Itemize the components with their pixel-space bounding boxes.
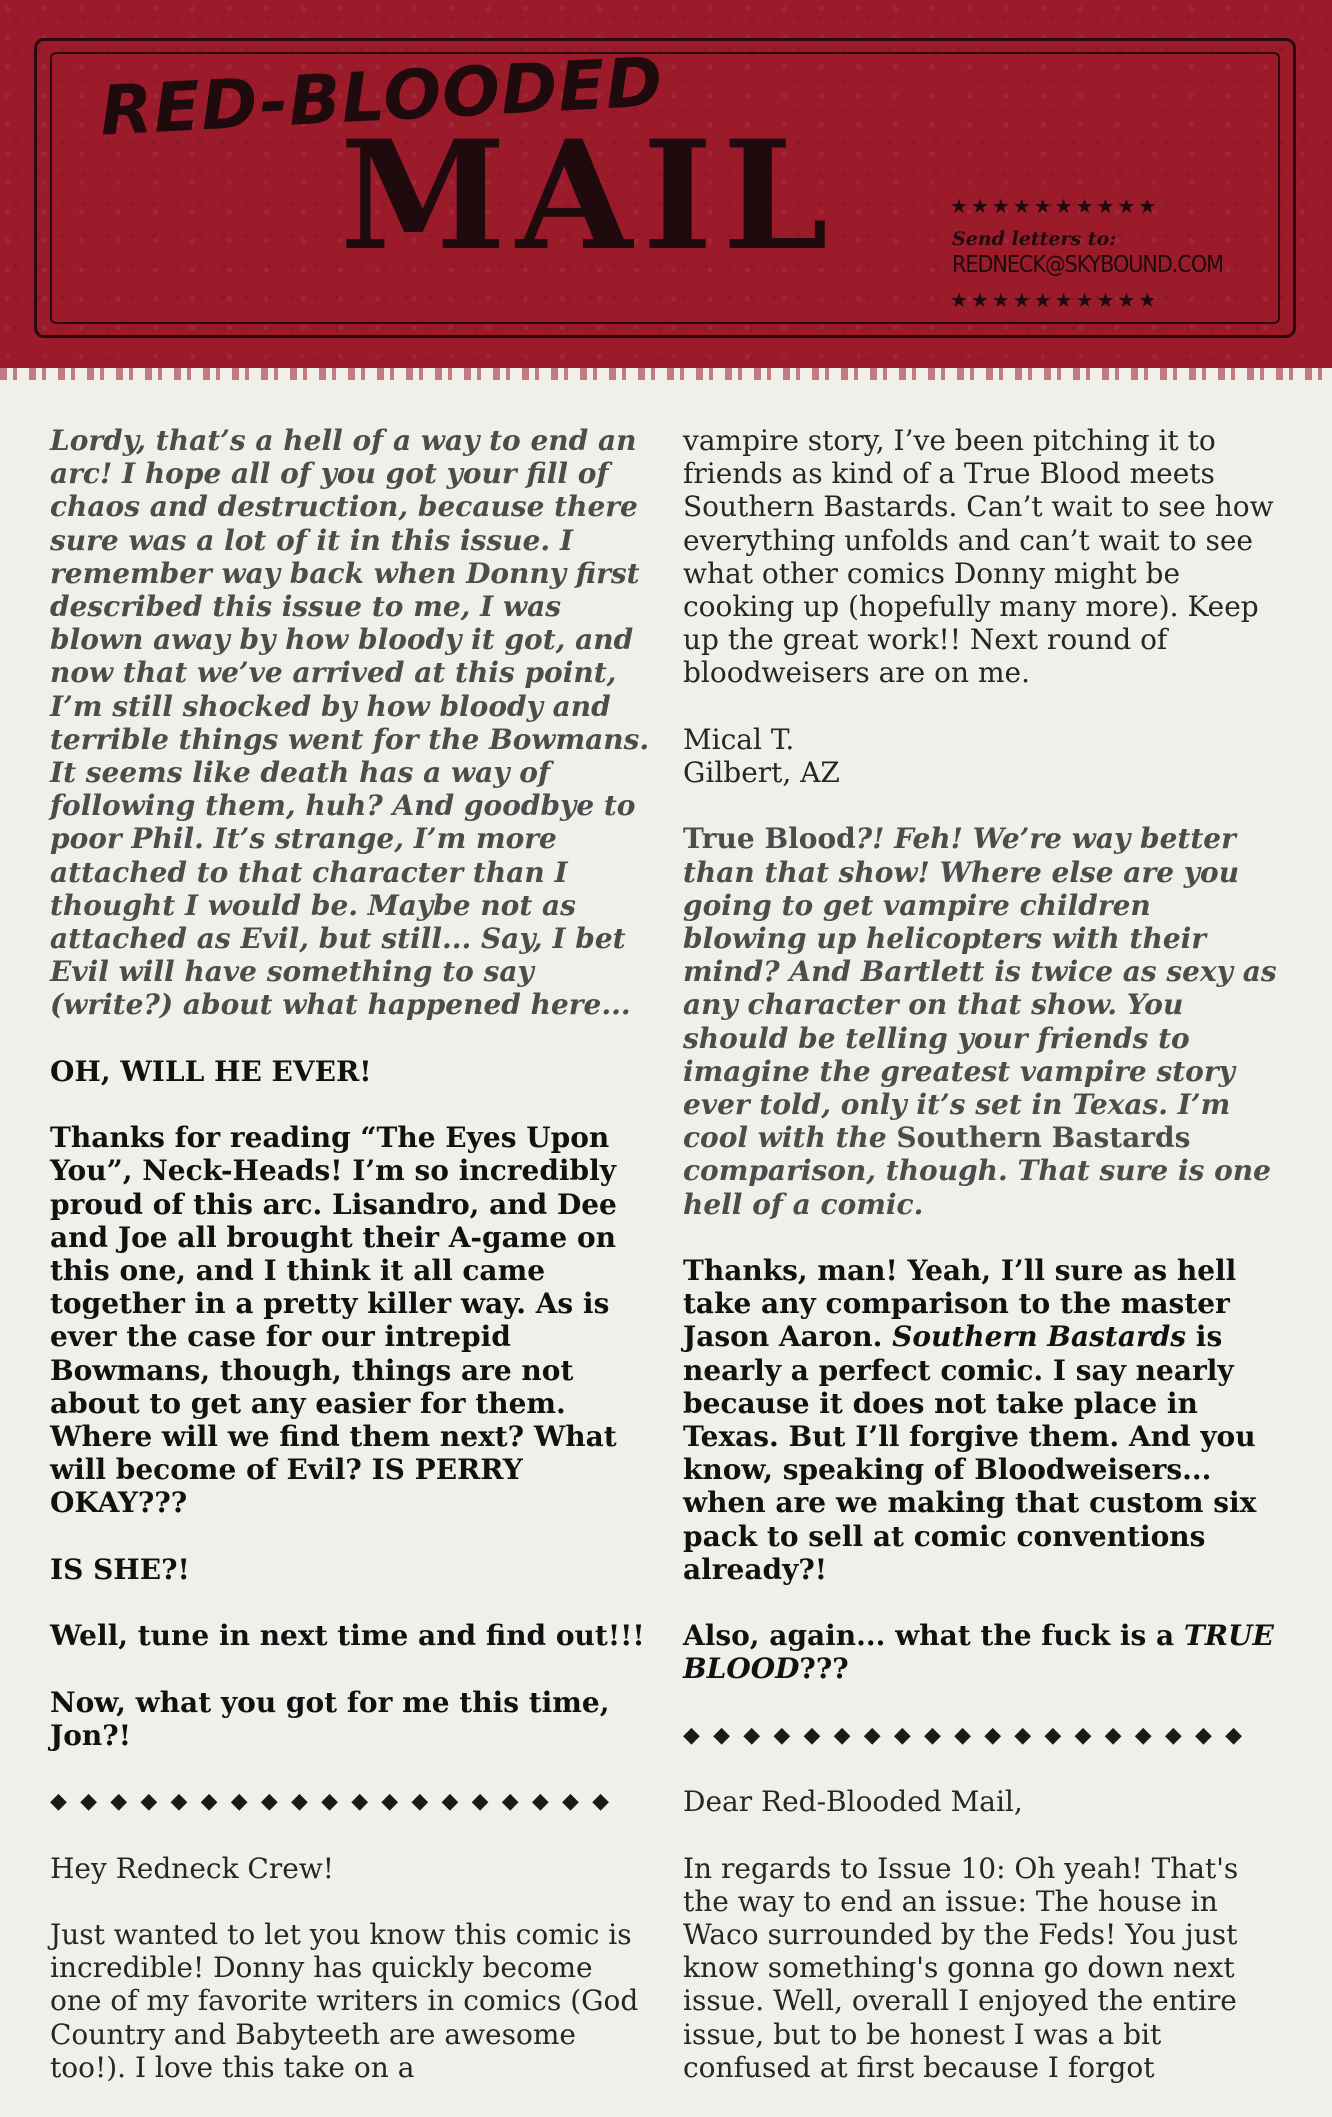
signature-name: Mical T. <box>683 722 795 756</box>
diamond-divider <box>683 1719 1283 1752</box>
reply-also-again <box>683 1619 1283 1685</box>
stars-bottom-decoration: ★★★★★★★★★★ <box>950 288 1160 312</box>
right-column <box>683 424 1283 2117</box>
title-red-blooded: RED-BLOODED <box>98 43 666 152</box>
stars-top-decoration: ★★★★★★★★★★ <box>950 194 1160 218</box>
reply-thanks-text-2: is nearly a perfect comic. I say nearly because it does not take place in Texas. But I’ll forgive them. And you know, speaking of Bloodweisers... when are we making that custom six pack to sell at comic conventions already?! <box>683 1320 1257 1586</box>
reply-also-text-2: ??? <box>799 1652 849 1686</box>
letter-signature <box>683 723 1283 789</box>
letter-body-part2: vampire story, I’ve been pitching it to friends as kind of a True Blood meets Southern Bastards. Can’t wait to see how everything unfolds and can’t wait to see what other comics Donny might be cooking up (hopefully many more). Keep up the great work!! Next round of bloodweisers are on me. <box>683 424 1274 690</box>
diamond-divider <box>50 1785 650 1818</box>
reply-thanks-title: Southern Bastards <box>892 1320 1187 1354</box>
title-true-blood: True Blood <box>683 822 856 856</box>
reply-also-text-1: Also, again... what the fuck is a <box>683 1619 1184 1653</box>
reply-oh-will-he-ever: OH, WILL HE EVER! <box>50 1054 372 1088</box>
diamond-divider-glyphs: ◆◆◆◆◆◆◆◆◆◆◆◆◆◆◆◆◆◆◆ <box>50 1789 623 1815</box>
editor-reply-true-blood <box>683 822 1283 1220</box>
reply-is-she: IS SHE?! <box>50 1552 190 1586</box>
reply-now-what: Now, what you got for me this time, Jon?! <box>50 1685 610 1752</box>
editor-reply-text-1: ?! Feh! We’re way better than that show! Where else are you going to get vampire children blowing up helicopters with their mind? And Bartlett is twice as sexy as any character on that show. You should be telling your friends to imagine the greatest vampire story ever told, only it’s set in Texas. I’m cool with the <box>683 822 1277 1155</box>
title-mail: MAIL <box>340 108 839 284</box>
reply-thanks-man <box>683 1254 1283 1586</box>
title-southern-bastards: Southern Bastards <box>896 1121 1191 1155</box>
diamond-divider-glyphs: ◆◆◆◆◆◆◆◆◆◆◆◆◆◆◆◆◆◆◆ <box>683 1722 1256 1748</box>
letter-body-part1: Just wanted to let you know this comic is incredible! Donny has quickly become one of my favorite writers in comics (God Country and Babyteeth are awesome too!). I love this take on a <box>50 1918 639 2084</box>
signature-location: Gilbert, AZ <box>683 756 840 790</box>
letter2-body: In regards to Issue 10: Oh yeah! That's the way to end an issue: The house in Waco surrounded by the Feds! You just know something's gonna go down next issue. Well, overall I enjoyed the entire issue, but to be honest I was a bit confused at first because I forgot <box>683 1851 1239 2084</box>
reply-thanks-for-reading: Thanks for reading “The Eyes Upon You”, Neck-Heads! I’m so incredibly proud of this arc. Lisandro, and Dee and Joe all brought their A-game on this one, and I think it all came together in a pretty killer way. As is ever the case for our intrepid Bowmans, though, things are not about to get any easier for them. Where will we find them next? What will become of Evil? IS PERRY OKAY??? <box>50 1121 617 1520</box>
contact-email[interactable]: REDNECK@SKYBOUND.COM <box>952 252 1223 278</box>
left-column <box>50 424 650 2117</box>
header-torn-edge <box>0 340 1332 380</box>
letter-greeting: Hey Redneck Crew! <box>50 1851 335 1885</box>
letter2-greeting: Dear Red-Blooded Mail, <box>683 1785 1023 1819</box>
editor-reply-text-2: comparison, though. That sure is one hell of a comic. <box>683 1154 1271 1221</box>
reply-tune-in: Well, tune in next time and find out!!! <box>50 1619 645 1653</box>
send-letters-label: Send letters to: <box>952 228 1117 250</box>
editor-intro: Lordy, that’s a hell of a way to end an arc! I hope all of you got your fill of chaos and destruction, because there sure was a lot of it in this issue. I remember way back when Donny first described this issue to me, I was blown away by how bloody it got, and now that we’ve arrived at this point, I’m still shocked by how bloody and terrible things went for the Bowmans. It seems like death has a way of following them, huh? And goodbye to poor Phil. It’s strange, I’m more attached to that character than I thought I would be. Maybe not as attached as Evil, but still... Say, I bet Evil will have something to say (write?) about what happened here... <box>50 424 650 1022</box>
reply-thanks-text-1: Thanks, man! Yeah, I’ll sure as hell take any comparison to the master Jason Aaron. <box>683 1254 1237 1354</box>
reply-also-title: TRUE BLOOD <box>683 1619 1274 1686</box>
